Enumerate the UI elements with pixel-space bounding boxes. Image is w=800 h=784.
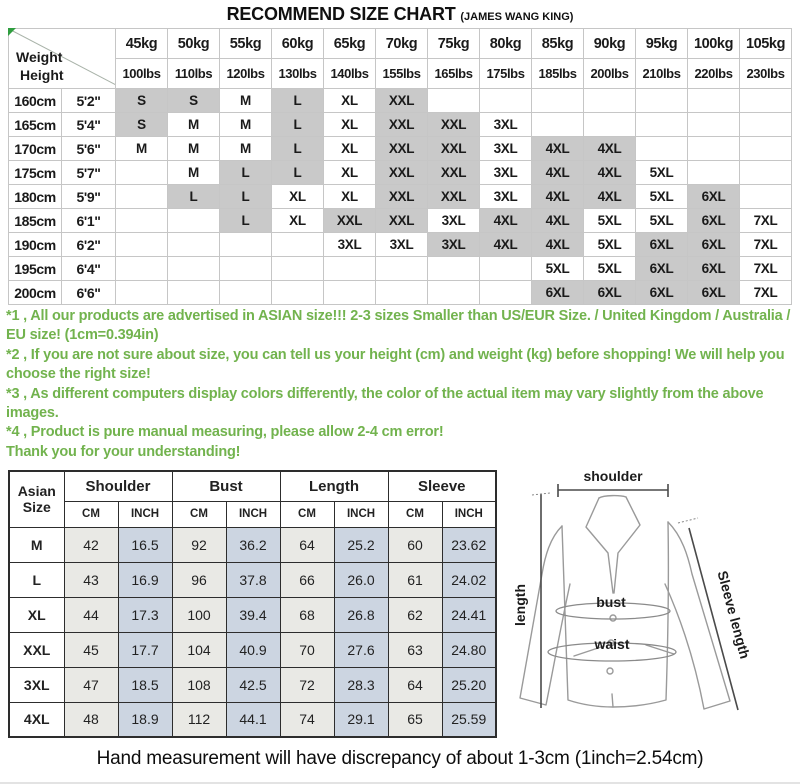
measure-size-cell: 3XL: [9, 667, 64, 702]
size-cell: [116, 185, 168, 209]
measure-value-cell: 24.80: [442, 632, 496, 667]
size-cell: 6XL: [532, 281, 584, 305]
measure-value-cell: 26.0: [334, 562, 388, 597]
size-cell: 3XL: [376, 233, 428, 257]
measure-group-header: Shoulder: [64, 471, 172, 501]
measure-size-cell: XXL: [9, 632, 64, 667]
height-cm-cell: 180cm: [9, 185, 62, 209]
measure-row: [9, 527, 496, 562]
height-row: [9, 113, 792, 137]
size-cell: [376, 281, 428, 305]
size-cell: 3XL: [480, 161, 532, 185]
size-cell: 5XL: [584, 233, 636, 257]
measure-row: [9, 702, 496, 737]
length-label: length: [512, 584, 528, 626]
size-cell: L: [272, 161, 324, 185]
measure-value-cell: 42.5: [226, 667, 280, 702]
size-cell: 3XL: [324, 233, 376, 257]
height-cm-cell: 195cm: [9, 257, 62, 281]
size-cell: [428, 281, 480, 305]
bust-label: bust: [596, 594, 626, 610]
size-cell: 4XL: [532, 161, 584, 185]
measure-value-cell: 37.8: [226, 562, 280, 597]
measure-value-cell: 66: [280, 562, 334, 597]
measure-value-cell: 28.3: [334, 667, 388, 702]
size-cell: [168, 233, 220, 257]
size-cell: [324, 257, 376, 281]
measure-value-cell: 39.4: [226, 597, 280, 632]
measure-value-cell: 18.5: [118, 667, 172, 702]
size-cell: 7XL: [740, 281, 792, 305]
size-cell: XL: [324, 185, 376, 209]
size-cell: [740, 185, 792, 209]
height-row: [9, 161, 792, 185]
bust-waist-ellipses: [548, 603, 676, 661]
measure-subheader: INCH: [334, 501, 388, 527]
size-cell: S: [168, 89, 220, 113]
measure-value-cell: 63: [388, 632, 442, 667]
measure-group-header: Length: [280, 471, 388, 501]
size-cell: [428, 89, 480, 113]
size-cell: L: [220, 209, 272, 233]
height-ft-cell: 5'4": [62, 113, 116, 137]
measure-value-cell: 40.9: [226, 632, 280, 667]
size-cell: 4XL: [480, 233, 532, 257]
size-cell: [220, 257, 272, 281]
weight-lbs-header: 140lbs: [324, 59, 376, 89]
height-ft-cell: 5'9": [62, 185, 116, 209]
size-cell: 5XL: [584, 209, 636, 233]
size-cell: 3XL: [480, 185, 532, 209]
size-cell: 6XL: [688, 257, 740, 281]
measure-value-cell: 44.1: [226, 702, 280, 737]
size-cell: [168, 281, 220, 305]
measure-lines: [541, 484, 738, 710]
measure-size-cell: 4XL: [9, 702, 64, 737]
measure-value-cell: 45: [64, 632, 118, 667]
height-row: [9, 233, 792, 257]
size-cell: [740, 113, 792, 137]
weight-kg-header: 45kg: [116, 29, 168, 59]
height-row: [9, 89, 792, 113]
measure-size-cell: M: [9, 527, 64, 562]
size-cell: [532, 113, 584, 137]
corner-height-label: Height: [20, 67, 64, 83]
measure-value-cell: 47: [64, 667, 118, 702]
measure-value-cell: 96: [172, 562, 226, 597]
weight-kg-header: 50kg: [168, 29, 220, 59]
height-ft-cell: 6'4": [62, 257, 116, 281]
size-cell: 5XL: [636, 161, 688, 185]
size-cell: XL: [272, 185, 324, 209]
size-cell: [220, 233, 272, 257]
note-line: *1 , All our products are advertised in ASIAN size!!! 2-3 sizes Smaller than US/EUR Size. / United Kingdom / Australia / EU size! (1cm=0.394in): [6, 308, 791, 344]
height-cm-cell: 165cm: [9, 113, 62, 137]
size-cell: S: [116, 89, 168, 113]
note-line: *3 , As different computers display colors differently, the color of the actual item may vary slightly from the above images.: [6, 385, 764, 422]
sleeve-length-label: Sleeve length: [714, 569, 754, 661]
measure-value-cell: 68: [280, 597, 334, 632]
weight-lbs-header: 100lbs: [116, 59, 168, 89]
size-cell: [584, 113, 636, 137]
size-cell: 4XL: [584, 185, 636, 209]
measurement-table: [8, 470, 497, 738]
size-cell: [272, 233, 324, 257]
measure-value-cell: 60: [388, 527, 442, 562]
weight-kg-header: 85kg: [532, 29, 584, 59]
size-cell: [688, 113, 740, 137]
measure-value-cell: 25.20: [442, 667, 496, 702]
size-grid-container: [8, 28, 792, 305]
size-cell: [480, 89, 532, 113]
size-cell: M: [168, 113, 220, 137]
weight-kg-header: 90kg: [584, 29, 636, 59]
size-cell: L: [272, 89, 324, 113]
measure-value-cell: 27.6: [334, 632, 388, 667]
size-cell: 4XL: [584, 137, 636, 161]
weight-kg-header: 75kg: [428, 29, 480, 59]
size-cell: [116, 161, 168, 185]
size-cell: 3XL: [480, 137, 532, 161]
measure-value-cell: 64: [280, 527, 334, 562]
size-cell: 6XL: [636, 257, 688, 281]
size-cell: XXL: [428, 137, 480, 161]
jacket-diagram-box: [498, 460, 798, 745]
size-cell: XXL: [376, 89, 428, 113]
weight-kg-header: 100kg: [688, 29, 740, 59]
weight-lbs-header: 185lbs: [532, 59, 584, 89]
height-cm-cell: 185cm: [9, 209, 62, 233]
size-cell: [740, 137, 792, 161]
size-cell: [740, 89, 792, 113]
measure-value-cell: 112: [172, 702, 226, 737]
title-main: RECOMMEND SIZE CHART: [226, 4, 456, 24]
size-cell: 6XL: [688, 185, 740, 209]
measure-value-cell: 26.8: [334, 597, 388, 632]
measure-subheader: INCH: [118, 501, 172, 527]
measure-value-cell: 25.59: [442, 702, 496, 737]
size-cell: XXL: [376, 161, 428, 185]
note-line: Thank you for your understanding!: [6, 443, 241, 460]
measure-value-cell: 74: [280, 702, 334, 737]
size-cell: 3XL: [480, 113, 532, 137]
measure-value-cell: 18.9: [118, 702, 172, 737]
measure-row: [9, 562, 496, 597]
measure-size-cell: L: [9, 562, 64, 597]
measure-value-cell: 48: [64, 702, 118, 737]
weight-kg-header: 70kg: [376, 29, 428, 59]
size-cell: XL: [324, 89, 376, 113]
size-cell: XL: [272, 209, 324, 233]
height-cm-cell: 170cm: [9, 137, 62, 161]
measure-subheader: INCH: [226, 501, 280, 527]
size-cell: 4XL: [532, 137, 584, 161]
size-cell: M: [168, 137, 220, 161]
size-cell: XXL: [376, 185, 428, 209]
measurement-table-wrap: [8, 470, 497, 738]
size-cell: XXL: [428, 113, 480, 137]
weight-kg-header: 65kg: [324, 29, 376, 59]
measure-value-cell: 29.1: [334, 702, 388, 737]
weight-lbs-header: 210lbs: [636, 59, 688, 89]
measure-row: [9, 667, 496, 702]
size-cell: [688, 89, 740, 113]
size-cell: 5XL: [636, 185, 688, 209]
size-cell: 6XL: [688, 209, 740, 233]
height-cm-cell: 160cm: [9, 89, 62, 113]
size-cell: [636, 89, 688, 113]
size-cell: [428, 257, 480, 281]
measure-size-cell: XL: [9, 597, 64, 632]
measurement-table-container: [8, 470, 497, 738]
height-row: [9, 185, 792, 209]
size-cell: [168, 209, 220, 233]
weight-kg-header: 55kg: [220, 29, 272, 59]
weight-lbs-header: 175lbs: [480, 59, 532, 89]
measure-value-cell: 108: [172, 667, 226, 702]
weight-lbs-header: 120lbs: [220, 59, 272, 89]
height-cm-cell: 190cm: [9, 233, 62, 257]
title-sub: (JAMES WANG KING): [460, 11, 574, 23]
size-cell: XXL: [376, 209, 428, 233]
measure-row: [9, 632, 496, 667]
size-cell: M: [168, 161, 220, 185]
height-ft-cell: 5'7": [62, 161, 116, 185]
measure-value-cell: 43: [64, 562, 118, 597]
note-line: *2 , If you are not sure about size, you can tell us your height (cm) and weight (kg) before shopping! We will help you choose the right size!: [6, 346, 785, 383]
green-corner-marker-icon: [8, 28, 16, 36]
size-cell: [584, 89, 636, 113]
size-cell: [740, 161, 792, 185]
size-cell: [376, 257, 428, 281]
size-cell: 5XL: [584, 257, 636, 281]
footer-note: Hand measurement will have discrepancy of about 1-3cm (1inch=2.54cm): [96, 748, 704, 769]
height-ft-cell: 6'2": [62, 233, 116, 257]
size-cell: [636, 137, 688, 161]
dashed-ticks: [532, 493, 698, 523]
height-ft-cell: 5'2": [62, 89, 116, 113]
size-cell: [116, 209, 168, 233]
height-ft-cell: 6'1": [62, 209, 116, 233]
measure-subheader: CM: [280, 501, 334, 527]
measure-value-cell: 24.41: [442, 597, 496, 632]
size-cell: L: [272, 137, 324, 161]
size-cell: 4XL: [532, 233, 584, 257]
height-ft-cell: 6'6": [62, 281, 116, 305]
note-line: *4 , Product is pure manual measuring, please allow 2-4 cm error!: [6, 424, 444, 441]
measure-value-cell: 17.7: [118, 632, 172, 667]
measure-subheader: CM: [64, 501, 118, 527]
size-cell: 5XL: [532, 257, 584, 281]
size-cell: M: [220, 113, 272, 137]
size-cell: 4XL: [584, 161, 636, 185]
measure-value-cell: 104: [172, 632, 226, 667]
size-cell: [480, 257, 532, 281]
jacket-diagram: [498, 460, 798, 745]
size-cell: 6XL: [636, 281, 688, 305]
measure-value-cell: 62: [388, 597, 442, 632]
size-cell: [116, 233, 168, 257]
height-row: [9, 209, 792, 233]
measure-value-cell: 65: [388, 702, 442, 737]
measure-group-header: Bust: [172, 471, 280, 501]
height-row: [9, 137, 792, 161]
size-cell: [272, 257, 324, 281]
height-row: [9, 281, 792, 305]
size-grid: [8, 28, 792, 305]
measure-subheader: CM: [172, 501, 226, 527]
size-cell: XXL: [376, 137, 428, 161]
measure-value-cell: 61: [388, 562, 442, 597]
measure-subheader: CM: [388, 501, 442, 527]
size-cell: S: [116, 113, 168, 137]
size-cell: [116, 257, 168, 281]
size-cell: [480, 281, 532, 305]
size-cell: XXL: [428, 161, 480, 185]
measure-value-cell: 25.2: [334, 527, 388, 562]
weight-lbs-header: 155lbs: [376, 59, 428, 89]
height-cm-cell: 200cm: [9, 281, 62, 305]
size-cell: [688, 161, 740, 185]
asian-size-corner: Asian Size: [9, 471, 64, 527]
size-cell: M: [220, 89, 272, 113]
weight-lbs-header: 165lbs: [428, 59, 480, 89]
size-cell: XXL: [428, 185, 480, 209]
size-cell: 6XL: [584, 281, 636, 305]
measure-value-cell: 17.3: [118, 597, 172, 632]
size-cell: [116, 281, 168, 305]
height-ft-cell: 5'6": [62, 137, 116, 161]
size-cell: 4XL: [480, 209, 532, 233]
size-cell: L: [168, 185, 220, 209]
size-cell: 6XL: [688, 281, 740, 305]
weight-lbs-header: 220lbs: [688, 59, 740, 89]
height-row: [9, 257, 792, 281]
measure-value-cell: 23.62: [442, 527, 496, 562]
shoulder-label: shoulder: [583, 468, 643, 484]
measure-subheader: INCH: [442, 501, 496, 527]
weight-lbs-header: 110lbs: [168, 59, 220, 89]
size-cell: XXL: [324, 209, 376, 233]
size-cell: 7XL: [740, 257, 792, 281]
weight-height-corner: [9, 29, 116, 89]
measure-value-cell: 42: [64, 527, 118, 562]
size-cell: 7XL: [740, 209, 792, 233]
size-cell: [272, 281, 324, 305]
size-cell: [636, 113, 688, 137]
size-cell: [532, 89, 584, 113]
measure-value-cell: 92: [172, 527, 226, 562]
measure-value-cell: 70: [280, 632, 334, 667]
size-cell: 4XL: [532, 209, 584, 233]
size-cell: 4XL: [532, 185, 584, 209]
corner-weight-label: Weight: [16, 49, 63, 65]
size-cell: XL: [324, 161, 376, 185]
measure-value-cell: 64: [388, 667, 442, 702]
measure-value-cell: 100: [172, 597, 226, 632]
measure-value-cell: 44: [64, 597, 118, 632]
size-cell: [688, 137, 740, 161]
size-cell: 5XL: [636, 209, 688, 233]
size-cell: M: [116, 137, 168, 161]
weight-kg-header: 95kg: [636, 29, 688, 59]
height-cm-cell: 175cm: [9, 161, 62, 185]
size-cell: 6XL: [688, 233, 740, 257]
size-cell: [220, 281, 272, 305]
size-cell: L: [220, 161, 272, 185]
weight-lbs-header: 200lbs: [584, 59, 636, 89]
size-cell: 7XL: [740, 233, 792, 257]
page-title: [0, 4, 800, 25]
weight-kg-header: 105kg: [740, 29, 792, 59]
size-cell: L: [220, 185, 272, 209]
size-cell: L: [272, 113, 324, 137]
measure-value-cell: 24.02: [442, 562, 496, 597]
weight-lbs-header: 230lbs: [740, 59, 792, 89]
size-cell: [168, 257, 220, 281]
size-cell: [324, 281, 376, 305]
measure-value-cell: 16.9: [118, 562, 172, 597]
size-cell: 3XL: [428, 209, 480, 233]
measure-row: [9, 597, 496, 632]
measure-group-header: Sleeve: [388, 471, 496, 501]
measure-value-cell: 36.2: [226, 527, 280, 562]
size-cell: XL: [324, 137, 376, 161]
weight-kg-header: 80kg: [480, 29, 532, 59]
size-cell: M: [220, 137, 272, 161]
waist-label: waist: [594, 636, 630, 652]
size-cell: 6XL: [636, 233, 688, 257]
size-cell: XL: [324, 113, 376, 137]
measure-value-cell: 72: [280, 667, 334, 702]
measure-value-cell: 16.5: [118, 527, 172, 562]
recommend-size-chart: [8, 28, 792, 305]
size-cell: XXL: [376, 113, 428, 137]
weight-lbs-header: 130lbs: [272, 59, 324, 89]
size-cell: 3XL: [428, 233, 480, 257]
notes-section: [6, 307, 794, 462]
weight-kg-header: 60kg: [272, 29, 324, 59]
